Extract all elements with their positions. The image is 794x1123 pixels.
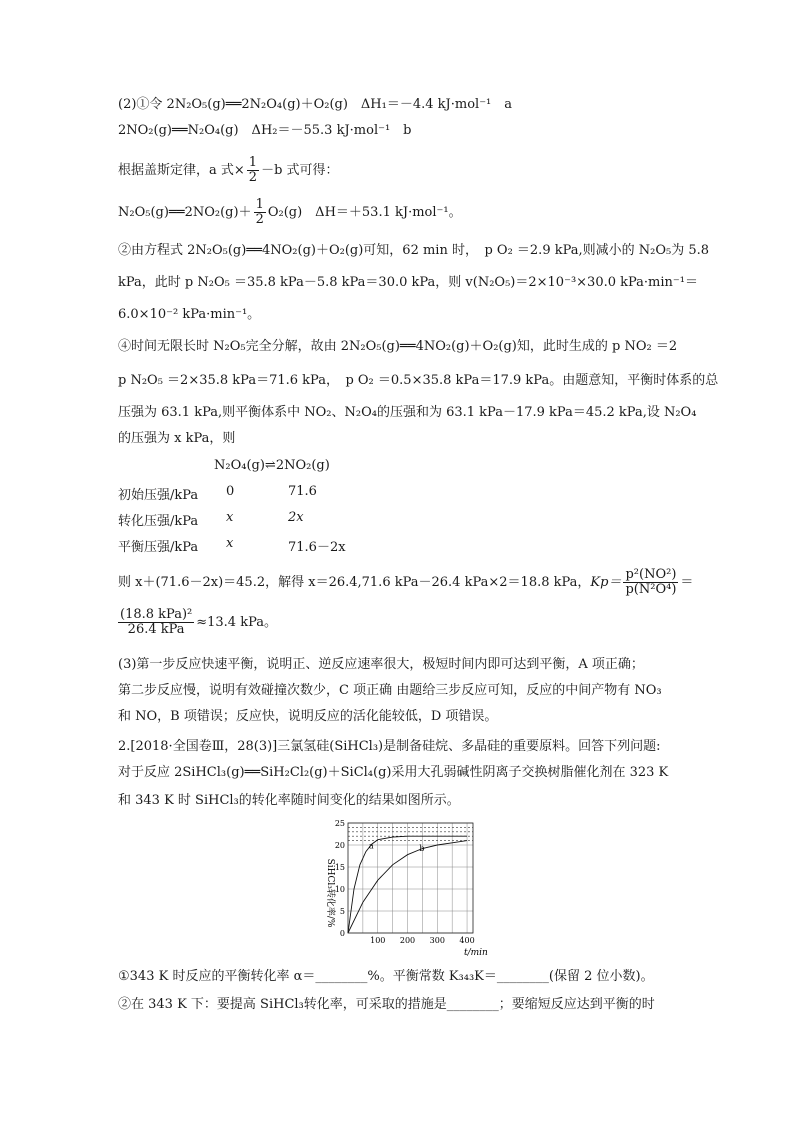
y-tick-label: 5 xyxy=(339,907,345,916)
table-row-3-label: 平衡压强/kPa xyxy=(118,540,199,555)
x-tick-label: 300 xyxy=(429,936,445,945)
line-6: kPa，此时 p N₂O₅ ＝35.8 kPa－5.8 kPa＝30.0 kPa，则 v(N₂O₅)＝2×10⁻³×30.0 kPa·min⁻¹＝ xyxy=(118,275,698,290)
fraction-half: $\frac{1}{2}$ xyxy=(248,155,258,185)
line-7: 6.0×10⁻² kPa·min⁻¹。 xyxy=(118,307,261,322)
kp-fraction: $\frac{\text{p²(NO²)}}{\text{p(N²O⁴)}}$ xyxy=(625,567,677,597)
series-label-a: a xyxy=(368,841,374,851)
x-tick-label: 200 xyxy=(399,936,416,945)
table-row-1-b: 71.6 xyxy=(288,484,317,499)
x-tick-label: 100 xyxy=(370,936,386,945)
line-4-text-b: O₂(g) ΔH＝＋53.1 kJ·mol⁻¹。 xyxy=(267,205,462,220)
line-21: ②在 343 K 下：要提高 SiHCl₃转化率，可采取的措施是________；要缩短反应达到平衡的时 xyxy=(118,997,655,1012)
kp-value-fraction: $\frac{\text{(18.8 kPa)²}}{\text{26.4 kPa}}$ xyxy=(120,607,193,637)
table-row-1-label: 初始压强/kPa xyxy=(118,488,199,503)
chart-xlabel: t/min xyxy=(464,948,488,958)
line-13-text-b: ≈13.4 kPa。 xyxy=(196,615,277,630)
line-1: (2)①令 2N₂O₅(g)══2N₂O₄(g)＋O₂(g) ΔH₁＝－4.4 kJ·mol⁻¹ a xyxy=(118,97,513,112)
line-10: 压强为 63.1 kPa,则平衡体系中 NO₂、N₂O₄的压强和为 63.1 kPa－17.9 kPa＝45.2 kPa,设 N₂O₄ xyxy=(118,405,697,420)
line-13 xyxy=(118,608,277,637)
table-row-2-a: x xyxy=(226,510,234,525)
line-3-text-a: 根据盖斯定律，a 式× xyxy=(118,163,245,178)
table-header: N₂O₄(g)⇌2NO₂(g) xyxy=(214,458,330,473)
x-tick-label: 400 xyxy=(459,936,475,945)
line-3-text-b: －b 式可得： xyxy=(261,163,339,178)
line-4 xyxy=(118,198,462,227)
line-9: p N₂O₅ ＝2×35.8 kPa＝71.6 kPa， p O₂ ＝0.5×35.8 kPa＝17.9 kPa。由题意知，平衡时体系的总 xyxy=(118,373,719,388)
line-17: 2.[2018·全国卷Ⅲ，28(3)]三氯氢硅(SiHCl₃)是制备硅烷、多晶硅的重要原料。回答下列问题: xyxy=(118,739,661,754)
line-5: ②由方程式 2N₂O₅(g)══4NO₂(g)＋O₂(g)可知，62 min 时， p O₂ ＝2.9 kPa,则减小的 N₂O₅为 5.8 xyxy=(118,243,710,258)
conversion-chart xyxy=(318,815,488,960)
table-row-2-label: 转化压强/kPa xyxy=(118,514,199,529)
line-2: 2NO₂(g)══N₂O₄(g) ΔH₂＝－55.3 kJ·mol⁻¹ b xyxy=(118,123,412,138)
y-tick-label: 0 xyxy=(339,929,345,938)
line-19: 和 343 K 时 SiHCl₃的转化率随时间变化的结果如图所示。 xyxy=(118,793,460,808)
table-row-3-a: x xyxy=(226,536,234,551)
line-15: 第二步反应慢，说明有效碰撞次数少，C 项正确 由题给三步反应可知，反应的中间产物有 NO₃ xyxy=(118,683,662,698)
line-18: 对于反应 2SiHCl₃(g)══SiH₂Cl₂(g)＋SiCl₄(g)采用大孔弱碱性阴离子交换树脂催化剂在 323 K xyxy=(118,765,669,780)
table-row-1-a: 0 xyxy=(226,484,235,499)
line-8: ④时间无限长时 N₂O₅完全分解，故由 2N₂O₅(g)══4NO₂(g)＋O₂(g)知，此时生成的 p NO₂ ＝2 xyxy=(118,339,678,354)
line-14: (3)第一步反应快速平衡，说明正、逆反应速率很大，极短时间内即可达到平衡，A 项正确； xyxy=(118,657,644,672)
y-tick-label: 25 xyxy=(334,819,345,828)
table-row-2-b: 2x xyxy=(288,510,304,525)
y-tick-label: 15 xyxy=(334,863,345,872)
line-4-text-a: N₂O₅(g)══2NO₂(g)＋ xyxy=(118,205,252,220)
table-row-3-b: 71.6－2x xyxy=(288,540,346,555)
line-16: 和 NO，B 项错误；反应快，说明反应的活化能较低，D 项错误。 xyxy=(118,709,498,724)
line-20: ①343 K 时反应的平衡转化率 α＝________%。平衡常数 K₃₄₃K＝________(保留 2 位小数)。 xyxy=(118,969,654,984)
fraction-half-2: $\frac{1}{2}$ xyxy=(255,197,264,227)
chart-ylabel: SiHCl₃转化率/% xyxy=(325,858,335,928)
y-tick-label: 10 xyxy=(334,885,345,894)
kp-label: Kp＝ xyxy=(590,575,622,590)
y-tick-label: 20 xyxy=(334,841,345,850)
line-12-text-a: 则 x＋(71.6－2x)＝45.2，解得 x＝26.4,71.6 kPa－26.4 kPa×2＝18.8 kPa， xyxy=(118,575,591,590)
line-11: 的压强为 x kPa，则 xyxy=(118,431,236,446)
line-3 xyxy=(118,156,339,185)
series-label-b: b xyxy=(419,844,425,854)
line-12-text-b: ＝ xyxy=(680,575,694,590)
line-12 xyxy=(118,568,693,597)
plot-frame xyxy=(348,823,473,933)
